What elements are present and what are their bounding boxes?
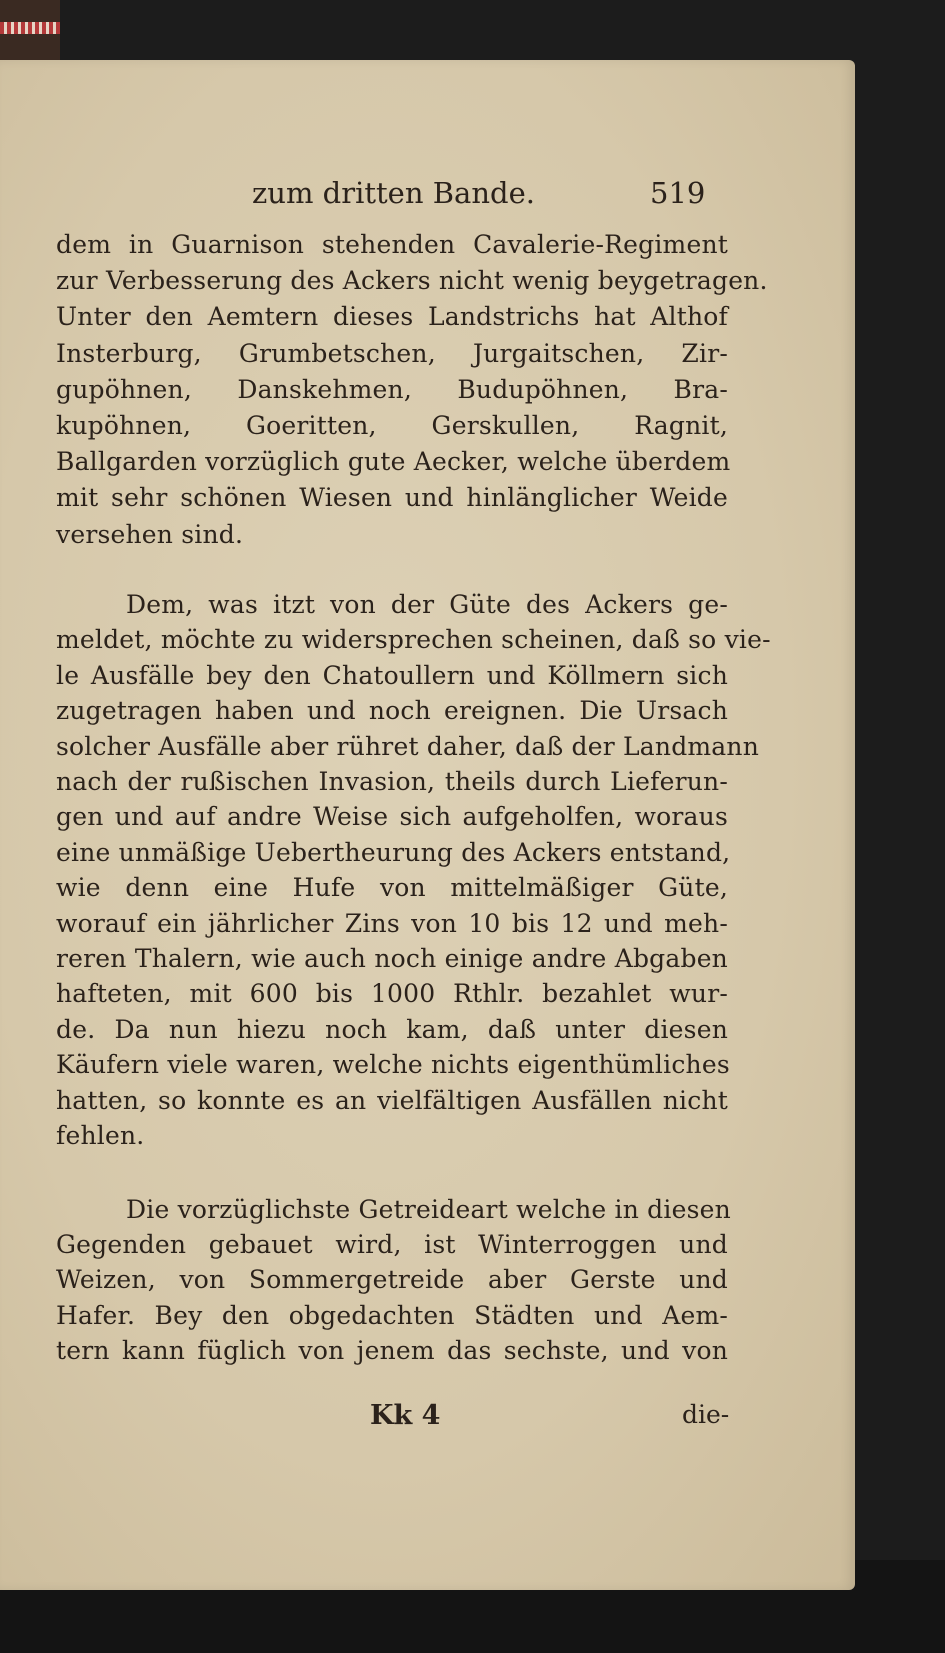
paragraph-1-line: Insterburg, Grumbetschen, Jurgaitschen, Zir- — [56, 338, 728, 368]
paragraph-2-line: le Ausfälle bey den Chatoullern und Köllmern sich — [56, 660, 728, 690]
paragraph-1-line: dem in Guarnison stehenden Cavalerie-Regiment — [56, 230, 728, 259]
book-binding — [0, 0, 60, 60]
paragraph-2-line: worauf ein jährlicher Zins von 10 bis 12 und meh- — [56, 908, 728, 938]
paragraph-1-line: zur Verbesserung des Ackers nicht wenig beygetragen. — [56, 266, 768, 296]
bookmark-ribbon — [0, 22, 60, 34]
paragraph-2-line: zugetragen haben und noch ereignen. Die Ursach — [56, 696, 728, 726]
paragraph-1-line: Unter den Aemtern dieses Landstrichs hat Althof — [56, 302, 728, 332]
catchword: die- — [682, 1400, 730, 1429]
paragraph-2-line: gen und auf andre Weise sich aufgeholfen, woraus — [56, 802, 728, 832]
paragraph-2-line: hafteten, mit 600 bis 1000 Rthlr. bezahlet wur- — [56, 979, 728, 1009]
paragraph-3-line: Hafer. Bey den obgedachten Städten und Aem- — [56, 1300, 728, 1330]
running-head: zum dritten Bande. — [252, 176, 535, 210]
signature-mark: Kk 4 — [370, 1400, 441, 1431]
paragraph-2-line: Dem, was itzt von der Güte des Ackers ge- — [126, 590, 728, 619]
paragraph-2-line: Käufern viele waren, welche nichts eigenthümliches — [56, 1050, 730, 1080]
paragraph-2-line: eine unmäßige Uebertheurung des Ackers entstand, — [56, 837, 731, 867]
paragraph-3-line: Die vorzüglichste Getreideart welche in diesen — [126, 1195, 731, 1224]
paragraph-1-line: kupöhnen, Goeritten, Gerskullen, Ragnit, — [56, 411, 728, 440]
paragraph-2-line: wie denn eine Hufe von mittelmäßiger Güte, — [56, 873, 728, 903]
paragraph-1-line: versehen sind. — [56, 519, 244, 549]
paragraph-2-line: nach der rußischen Invasion, theils durch Lieferun- — [56, 767, 728, 796]
paragraph-3-line: tern kann füglich von jenem das sechste, und von — [56, 1335, 728, 1365]
paragraph-2-line: meldet, möchte zu widersprechen scheinen, daß so vie- — [56, 625, 771, 655]
page-number: 519 — [650, 176, 706, 210]
paragraph-1-line: gupöhnen, Danskehmen, Budupöhnen, Bra- — [56, 374, 728, 404]
paragraph-2-line: fehlen. — [56, 1121, 145, 1150]
paragraph-2-line: solcher Ausfälle aber rühret daher, daß der Landmann — [56, 731, 760, 761]
paragraph-2-line: de. Da nun hiezu noch kam, daß unter diesen — [56, 1014, 728, 1044]
paragraph-3-line: Weizen, von Sommergetreide aber Gerste und — [56, 1265, 728, 1295]
paragraph-2-line: hatten, so konnte es an vielfältigen Ausfällen nicht — [56, 1085, 728, 1115]
paragraph-1-line: Ballgarden vorzüglich gute Aecker, welche überdem — [56, 447, 731, 477]
paragraph-1-line: mit sehr schönen Wiesen und hinlänglicher Weide — [56, 483, 728, 513]
paragraph-3-line: Gegenden gebauet wird, ist Winterroggen und — [56, 1230, 728, 1260]
paragraph-2-line: reren Thalern, wie auch noch einige andre Abgaben — [56, 944, 728, 973]
